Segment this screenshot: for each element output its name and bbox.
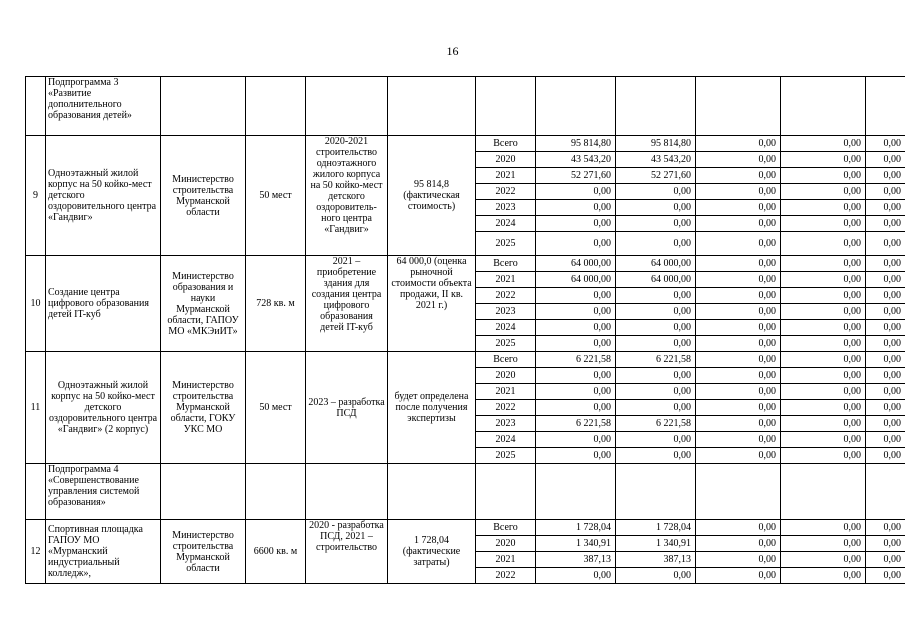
amount-cell: 0,00 [616, 232, 696, 256]
amount-cell: 0,00 [781, 448, 866, 464]
year-cell: 2022 [476, 288, 536, 304]
project-name: Одноэтажный жилой корпус на 50 койко-мест детского оздоровительного центра «Гандвиг» [46, 136, 161, 256]
empty-cell [476, 464, 536, 520]
construction-period: 2020-2021 строительство одноэтажного жилого корпуса на 50 койко-мест детского оздоровитель-ного центра «Гандвиг» [306, 136, 388, 256]
amount-cell: 6 221,58 [536, 416, 616, 432]
amount-cell: 0,00 [616, 336, 696, 352]
amount-cell: 0,00 [781, 368, 866, 384]
amount-cell: 0,00 [536, 184, 616, 200]
amount-cell: 64 000,00 [536, 272, 616, 288]
amount-cell: 52 271,60 [536, 168, 616, 184]
year-cell: Всего [476, 352, 536, 368]
amount-cell: 0,00 [616, 368, 696, 384]
amount-cell: 0,00 [866, 416, 905, 432]
amount-cell: 0,00 [866, 352, 905, 368]
amount-cell: 0,00 [536, 448, 616, 464]
year-cell: 2020 [476, 368, 536, 384]
amount-cell: 0,00 [781, 136, 866, 152]
amount-cell: 0,00 [696, 520, 781, 536]
amount-cell: 0,00 [696, 184, 781, 200]
amount-cell: 0,00 [696, 232, 781, 256]
year-cell: 2022 [476, 568, 536, 584]
amount-cell: 6 221,58 [616, 416, 696, 432]
amount-cell: 0,00 [866, 184, 905, 200]
amount-cell: 0,00 [866, 136, 905, 152]
amount-cell: 0,00 [696, 288, 781, 304]
amount-cell: 0,00 [536, 200, 616, 216]
amount-cell: 0,00 [616, 288, 696, 304]
amount-cell: 1 728,04 [536, 520, 616, 536]
amount-cell: 0,00 [866, 384, 905, 400]
amount-cell: 0,00 [536, 288, 616, 304]
empty-cell [616, 77, 696, 136]
amount-cell: 0,00 [781, 352, 866, 368]
amount-cell: 0,00 [536, 304, 616, 320]
amount-cell: 0,00 [866, 256, 905, 272]
amount-cell: 0,00 [781, 400, 866, 416]
amount-cell: 0,00 [781, 336, 866, 352]
amount-cell: 0,00 [866, 400, 905, 416]
project-name: Одноэтажный жилой корпус на 50 койко-мест детского оздоровительного центра «Гандвиг» (2 корпус) [46, 352, 161, 464]
estimated-cost: 95 814,8 (фактическая стоимость) [388, 136, 476, 256]
project-name: Создание центра цифрового образования детей IT-куб [46, 256, 161, 352]
year-cell: 2021 [476, 384, 536, 400]
empty-cell [866, 77, 905, 136]
amount-cell: 0,00 [781, 216, 866, 232]
table-row [26, 520, 905, 536]
project-number: 12 [26, 520, 46, 584]
empty-cell [161, 77, 246, 136]
year-cell: 2022 [476, 400, 536, 416]
amount-cell: 0,00 [696, 304, 781, 320]
empty-cell [246, 77, 306, 136]
amount-cell: 0,00 [866, 448, 905, 464]
amount-cell: 0,00 [536, 384, 616, 400]
capacity: 6600 кв. м [246, 520, 306, 584]
construction-period: 2023 – разработка ПСД [306, 352, 388, 464]
empty-cell [26, 77, 46, 136]
responsible-org: Министерство строительства Мурманской области [161, 136, 246, 256]
amount-cell: 0,00 [696, 448, 781, 464]
amount-cell: 0,00 [781, 304, 866, 320]
amount-cell: 0,00 [616, 400, 696, 416]
empty-cell [616, 464, 696, 520]
empty-cell [388, 464, 476, 520]
amount-cell: 0,00 [866, 552, 905, 568]
subprogram-3-row [26, 77, 905, 136]
construction-period: 2021 – приобретение здания для создания центра цифрового образования детей IT-куб [306, 256, 388, 352]
amount-cell: 0,00 [866, 232, 905, 256]
year-cell: 2025 [476, 448, 536, 464]
amount-cell: 0,00 [616, 320, 696, 336]
amount-cell: 1 340,91 [616, 536, 696, 552]
estimated-cost: будет определена после получения экспертизы [388, 352, 476, 464]
amount-cell: 0,00 [696, 384, 781, 400]
page-number: 16 [446, 44, 459, 58]
empty-cell [161, 464, 246, 520]
subprogram-title: Подпрограмма 4 «Совершенствование управления системой образования» [46, 464, 161, 520]
amount-cell: 0,00 [536, 368, 616, 384]
amount-cell: 0,00 [781, 288, 866, 304]
amount-cell: 0,00 [696, 136, 781, 152]
amount-cell: 0,00 [781, 536, 866, 552]
amount-cell: 0,00 [696, 432, 781, 448]
amount-cell: 0,00 [536, 232, 616, 256]
amount-cell: 0,00 [696, 568, 781, 584]
amount-cell: 0,00 [696, 256, 781, 272]
empty-cell [476, 77, 536, 136]
amount-cell: 0,00 [781, 384, 866, 400]
year-cell: Всего [476, 136, 536, 152]
amount-cell: 0,00 [781, 168, 866, 184]
amount-cell: 1 340,91 [536, 536, 616, 552]
amount-cell: 0,00 [866, 336, 905, 352]
amount-cell: 0,00 [536, 216, 616, 232]
year-cell: Всего [476, 520, 536, 536]
table-body [26, 77, 905, 584]
amount-cell: 0,00 [866, 216, 905, 232]
amount-cell: 0,00 [536, 320, 616, 336]
responsible-org: Министерство образования и науки Мурманской области, ГАПОУ МО «МКЭиИТ» [161, 256, 246, 352]
empty-cell [306, 464, 388, 520]
empty-cell [26, 464, 46, 520]
year-cell: 2023 [476, 200, 536, 216]
amount-cell: 0,00 [866, 536, 905, 552]
amount-cell: 64 000,00 [616, 272, 696, 288]
amount-cell: 0,00 [781, 200, 866, 216]
capacity: 50 мест [246, 352, 306, 464]
amount-cell: 0,00 [616, 216, 696, 232]
amount-cell: 0,00 [781, 232, 866, 256]
amount-cell: 0,00 [781, 320, 866, 336]
amount-cell: 0,00 [866, 320, 905, 336]
empty-cell [536, 77, 616, 136]
year-cell: 2023 [476, 416, 536, 432]
empty-cell [696, 77, 781, 136]
empty-cell [866, 464, 905, 520]
amount-cell: 0,00 [781, 152, 866, 168]
amount-cell: 0,00 [616, 304, 696, 320]
amount-cell: 0,00 [781, 416, 866, 432]
empty-cell [781, 77, 866, 136]
estimated-cost: 1 728,04 (фактические затраты) [388, 520, 476, 584]
amount-cell: 0,00 [696, 552, 781, 568]
construction-period: 2020 - разработка ПСД, 2021 – строительство [306, 520, 388, 584]
subprogram-4-row [26, 464, 905, 520]
amount-cell: 0,00 [866, 152, 905, 168]
project-name: Спортивная площадка ГАПОУ МО «Мурманский индустриальный колледж», [46, 520, 161, 584]
year-cell: 2024 [476, 320, 536, 336]
amount-cell: 0,00 [616, 432, 696, 448]
year-cell: 2025 [476, 232, 536, 256]
amount-cell: 64 000,00 [616, 256, 696, 272]
amount-cell: 1 728,04 [616, 520, 696, 536]
amount-cell: 0,00 [616, 200, 696, 216]
empty-cell [246, 464, 306, 520]
amount-cell: 0,00 [696, 216, 781, 232]
amount-cell: 0,00 [781, 272, 866, 288]
year-cell: 2024 [476, 216, 536, 232]
amount-cell: 0,00 [866, 368, 905, 384]
amount-cell: 0,00 [866, 520, 905, 536]
amount-cell: 0,00 [781, 184, 866, 200]
amount-cell: 0,00 [616, 448, 696, 464]
amount-cell: 0,00 [696, 400, 781, 416]
amount-cell: 6 221,58 [536, 352, 616, 368]
amount-cell: 0,00 [696, 336, 781, 352]
capacity: 50 мест [246, 136, 306, 256]
empty-cell [306, 77, 388, 136]
amount-cell: 387,13 [536, 552, 616, 568]
amount-cell: 0,00 [866, 272, 905, 288]
project-number: 9 [26, 136, 46, 256]
year-cell: 2020 [476, 152, 536, 168]
amount-cell: 0,00 [536, 336, 616, 352]
year-cell: 2023 [476, 304, 536, 320]
amount-cell: 0,00 [696, 152, 781, 168]
amount-cell: 0,00 [696, 168, 781, 184]
amount-cell: 0,00 [536, 400, 616, 416]
empty-cell [536, 464, 616, 520]
year-cell: 2021 [476, 272, 536, 288]
project-number: 11 [26, 352, 46, 464]
amount-cell: 64 000,00 [536, 256, 616, 272]
amount-cell: 0,00 [696, 320, 781, 336]
amount-cell: 95 814,80 [616, 136, 696, 152]
amount-cell: 0,00 [696, 272, 781, 288]
table-row [26, 352, 905, 368]
amount-cell: 0,00 [696, 536, 781, 552]
investment-table [25, 76, 905, 584]
responsible-org: Министерство строительства Мурманской области [161, 520, 246, 584]
amount-cell: 0,00 [616, 184, 696, 200]
table-row [26, 256, 905, 272]
empty-cell [781, 464, 866, 520]
amount-cell: 0,00 [866, 168, 905, 184]
amount-cell: 0,00 [781, 568, 866, 584]
year-cell: 2021 [476, 168, 536, 184]
amount-cell: 0,00 [696, 416, 781, 432]
year-cell: 2021 [476, 552, 536, 568]
amount-cell: 0,00 [696, 368, 781, 384]
amount-cell: 43 543,20 [616, 152, 696, 168]
amount-cell: 0,00 [536, 432, 616, 448]
year-cell: 2025 [476, 336, 536, 352]
amount-cell: 387,13 [616, 552, 696, 568]
empty-cell [388, 77, 476, 136]
amount-cell: 0,00 [781, 256, 866, 272]
subprogram-title: Подпрограмма 3 «Развитие дополнительного образования детей» [46, 77, 161, 136]
capacity: 728 кв. м [246, 256, 306, 352]
amount-cell: 43 543,20 [536, 152, 616, 168]
year-cell: 2020 [476, 536, 536, 552]
year-cell: 2024 [476, 432, 536, 448]
amount-cell: 0,00 [781, 520, 866, 536]
year-cell: 2022 [476, 184, 536, 200]
year-cell: Всего [476, 256, 536, 272]
amount-cell: 0,00 [781, 552, 866, 568]
amount-cell: 0,00 [696, 200, 781, 216]
amount-cell: 95 814,80 [536, 136, 616, 152]
amount-cell: 0,00 [866, 200, 905, 216]
amount-cell: 0,00 [866, 288, 905, 304]
amount-cell: 0,00 [616, 568, 696, 584]
amount-cell: 0,00 [616, 384, 696, 400]
amount-cell: 0,00 [866, 432, 905, 448]
amount-cell: 0,00 [781, 432, 866, 448]
empty-cell [696, 464, 781, 520]
amount-cell: 0,00 [866, 304, 905, 320]
amount-cell: 6 221,58 [616, 352, 696, 368]
amount-cell: 52 271,60 [616, 168, 696, 184]
responsible-org: Министерство строительства Мурманской области, ГОКУ УКС МО [161, 352, 246, 464]
amount-cell: 0,00 [696, 352, 781, 368]
table-row [26, 136, 905, 152]
estimated-cost: 64 000,0 (оценка рыночной стоимости объекта продажи, II кв. 2021 г.) [388, 256, 476, 352]
amount-cell: 0,00 [866, 568, 905, 584]
amount-cell: 0,00 [536, 568, 616, 584]
project-number: 10 [26, 256, 46, 352]
